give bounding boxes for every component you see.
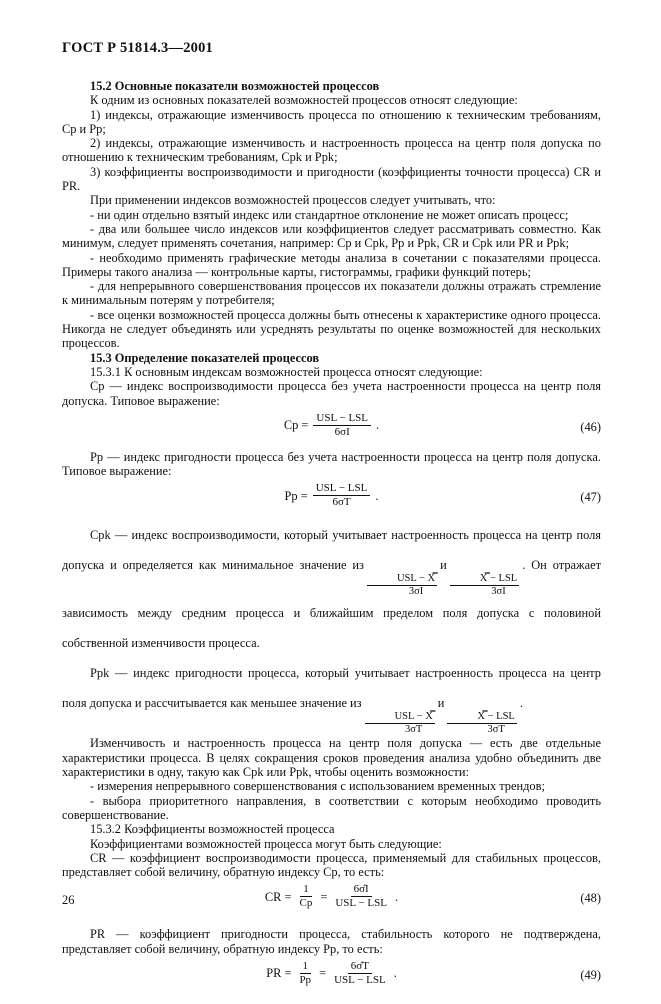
numerator: USL − LSL bbox=[313, 412, 371, 426]
list-item: - два или большее число индексов или коэффициентов следует рассматривать совместно. Как минимум, следует применять сочетания, например: Cp и Cpk, Pp и Ppk, CR и Cpk или PR и Ppk; bbox=[62, 221, 601, 251]
formula-lhs: Pp = bbox=[284, 488, 308, 503]
list-item: 3) коэффициенты воспроизводимости и пригодности (коэффициенты точности процесса) CR и PR. bbox=[62, 164, 601, 194]
paragraph: К одним из основных показателей возможностей процессов относят следующие: bbox=[90, 93, 518, 108]
denominator: 3σT bbox=[405, 724, 423, 736]
list-item: - ни один отдельно взятый индекс или стандартное отклонение не может описать процесс; bbox=[90, 207, 569, 222]
text: Cpk — индекс воспроизводимости, который учитывает настроенность процесса на центр поля допуска и определяется как минимальное значение из bbox=[62, 528, 601, 573]
text: Ppk — индекс пригодности процесса, который учитывает настроенность процесса на центр поля допуска и рассчитывается как меньшее значение из bbox=[62, 666, 601, 711]
numerator: 6σ̂I bbox=[351, 883, 372, 897]
fraction bbox=[313, 412, 371, 439]
list-item: - выбора приоритетного направления, в соответствии с которым необходимо проводить совершенствование. bbox=[62, 793, 601, 822]
formula-47 bbox=[62, 482, 601, 516]
page-number: 26 bbox=[62, 893, 75, 907]
paragraph-ppk: Ppk — индекс пригодности процесса, который учитывает настроенность процесса на центр поля допуска и рассчитывается как меньшее значение из $\frac{\text{USL − X̿}}{3\sigma T}$ и $\frac{\text{X̿ − LSL}}{3\sigma T}$ . bbox=[62, 666, 601, 736]
section-heading-15-2: 15.2 Основные показатели возможностей процессов bbox=[90, 79, 380, 93]
formula-48: CR = $\frac{1}{Cp}$ = $\frac{6\sigmâI}{\text{USL − LSL}}$ . (48) bbox=[264, 883, 601, 910]
numerator: X̿ − LSL bbox=[447, 711, 516, 724]
list-item: - все оценки возможностей процесса должны быть отнесены к характеристике одного процесса. Никогда не следует объединять или усреднять результаты по оценке возможностей для нескольких процессов. bbox=[62, 307, 601, 351]
fraction bbox=[313, 482, 371, 509]
text: и bbox=[437, 696, 445, 711]
formula-number: (49) bbox=[580, 967, 601, 982]
list-item: - измерения непрерывного совершенствования с использованием временных трендов; bbox=[90, 779, 545, 794]
paragraph: PR — коэффициент пригодности процесса, стабильность которого не подтверждена, представляет собой величину, обратную индексу Pp, то есть: bbox=[62, 927, 601, 956]
numerator: USL − X̿ bbox=[365, 711, 435, 724]
fraction bbox=[450, 573, 519, 598]
subsection-heading-15-3-2: 15.3.2 Коэффициенты возможностей процесса bbox=[90, 822, 335, 837]
numerator: 1 bbox=[300, 883, 312, 897]
formula-tail: . bbox=[375, 488, 379, 503]
paragraph: Cp — индекс воспроизводимости процесса без учета настроенности процесса на центр поля допуска. Типовое выражение: bbox=[62, 379, 601, 408]
denominator: Cp bbox=[299, 897, 313, 910]
paragraph: Pp — индекс пригодности процесса без учета настроенности процесса на центр поля допуска. Типовое выражение: bbox=[62, 449, 601, 479]
paragraph: При применении индексов возможностей процессов следует учитывать, что: bbox=[90, 193, 496, 208]
fraction bbox=[367, 573, 437, 598]
paragraph: CR — коэффициент воспроизводимости процесса, применяемый для стабильных процессов, представляет собой величину, обратную индексу Cp, то есть: bbox=[62, 850, 601, 880]
list-item: - для непрерывного совершенствования процессов их показатели должны отражать стремление к минимальным потерям у потребителя; bbox=[62, 279, 601, 308]
document-body bbox=[62, 79, 601, 1004]
list-item: - необходимо применять графические методы анализа в сочетании с показателями процесса. Примеры такого анализа — контрольные карты, гистограммы, графики функций потерь; bbox=[62, 250, 601, 279]
list-item: 2) индексы, отражающие изменчивость и настроенность процесса на центр поля допуска по отношению к техническим требованиям, Cpk и Ppk; bbox=[62, 136, 601, 165]
fraction bbox=[332, 883, 390, 910]
text: и bbox=[440, 558, 447, 573]
denominator: 3σI bbox=[491, 586, 506, 598]
fraction bbox=[447, 711, 516, 736]
denominator: Pp bbox=[299, 973, 312, 986]
paragraph: Коэффициентами возможностей процесса могут быть следующие: bbox=[90, 836, 442, 851]
formula-46 bbox=[62, 412, 601, 446]
denominator: 6σT bbox=[332, 496, 351, 509]
denominator: 3σT bbox=[487, 724, 505, 736]
fraction bbox=[331, 960, 389, 987]
section-heading-15-3: 15.3 Определение показателей процессов bbox=[90, 350, 320, 365]
formula-49: PR = $\frac{1}{Pp}$ = $\frac{6\sigmâT}{\text{USL − LSL}}$ . (49) bbox=[266, 959, 601, 986]
denominator: USL − LSL bbox=[335, 897, 387, 910]
denominator: 3σI bbox=[408, 586, 424, 598]
denominator: 6σI bbox=[334, 425, 350, 438]
formula-number: (48) bbox=[580, 891, 601, 906]
fraction bbox=[365, 711, 435, 736]
paragraph: Изменчивость и настроенность процесса на центр поля допуска — есть две отдельные характеристики процесса. В целях сокращения сроков проведения анализа удобно объединить две характеристики в одну, такую как Cpk или Ppk, чтобы оценить возможности: bbox=[62, 736, 601, 780]
numerator: X̿ − LSL bbox=[450, 573, 519, 586]
paragraph: 15.3.1 К основным индексам возможностей процесса относят следующие: bbox=[90, 364, 483, 379]
numerator: 6σ̂T bbox=[348, 960, 372, 974]
fraction bbox=[297, 883, 316, 910]
formula-lhs: CR = bbox=[264, 889, 292, 904]
denominator: USL − LSL bbox=[334, 973, 386, 986]
formula-tail: . bbox=[395, 889, 399, 904]
numerator: USL − LSL bbox=[313, 482, 371, 496]
formula-tail: . bbox=[376, 418, 380, 433]
formula-lhs: PR = bbox=[266, 966, 292, 981]
formula-lhs: Cp = bbox=[283, 418, 309, 433]
paragraph-cpk bbox=[62, 520, 601, 658]
formula-number: (47) bbox=[580, 490, 601, 505]
text: . Он отражает зависимость между средним процесса и ближайшим пределом поля допуска с половиной собственной изменчивости процесса. bbox=[62, 558, 601, 651]
numerator: 1 bbox=[300, 960, 312, 974]
list-item: 1) индексы, отражающие изменчивость процесса по отношению к техническим требованиям, Cp и Pp; bbox=[62, 107, 601, 136]
page-header-title: ГОСТ Р 51814.3—2001 bbox=[62, 40, 213, 56]
formula-number: (46) bbox=[580, 419, 601, 434]
formula-tail: . bbox=[393, 966, 397, 981]
fraction bbox=[296, 960, 314, 987]
numerator: USL − X̿ bbox=[367, 573, 437, 586]
